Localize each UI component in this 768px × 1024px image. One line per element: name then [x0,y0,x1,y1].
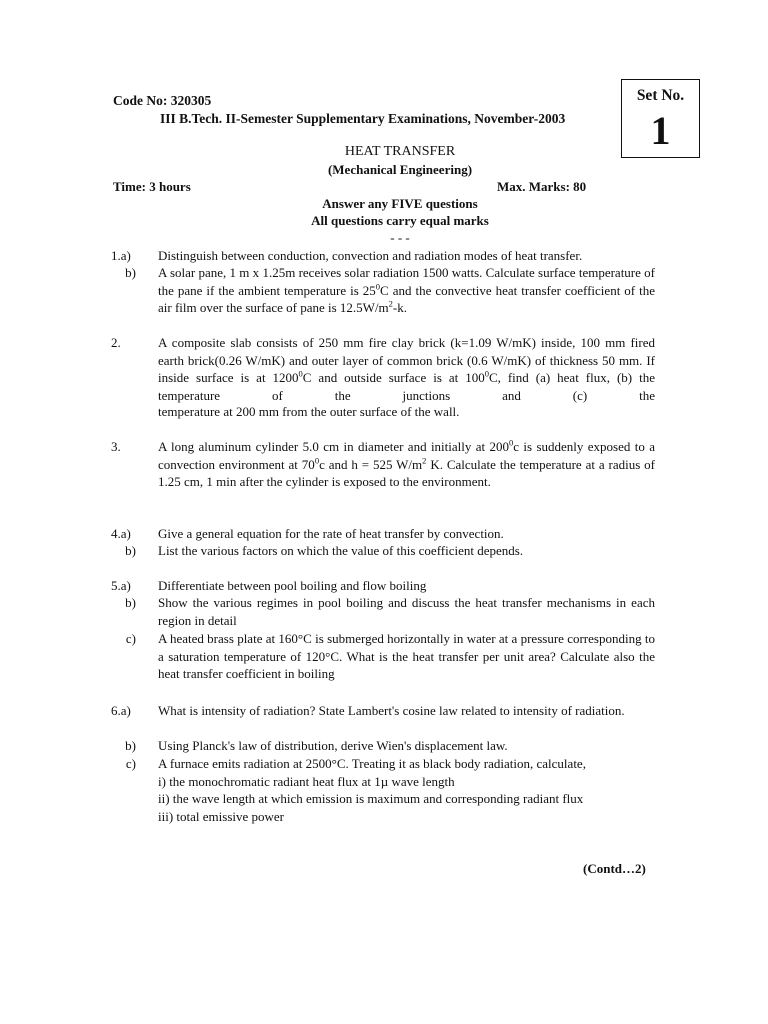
question-6a-text: What is intensity of radiation? State Lambert's cosine law related to intensity of radiation. [158,703,625,718]
question-5b-text: Show the various regimes in pool boiling and discuss the heat transfer mechanisms in each region in detail [158,595,655,628]
question-6c-part-i: i) the monochromatic radiant heat flux at 1µ wave length [158,773,455,789]
code-number: Code No: 320305 [113,93,212,108]
question-3-text: A long aluminum cylinder 5.0 cm in diameter and initially at $200^0c$ is suddenly exposed to a convection environment at $70^0c$ and h = 525 $W/m^2$ K. Calculate the temperature at a radius of 1.25 cm, 1 min after the cylinder is exposed to the environment. [158,437,656,489]
max-marks: Max. Marks: 80 [497,179,587,194]
instruction-equal-marks: All questions carry equal marks [311,213,489,228]
question-6a-number: 6.a) [111,703,131,718]
instruction-answer: Answer any FIVE questions [322,196,478,211]
branch-name: (Mechanical Engineering) [327,162,473,177]
question-6c-number: c) [125,756,136,771]
question-2-text-end: temperature at 200 mm from the outer surface of the wall. [158,404,460,419]
question-5b-number: b) [125,595,136,610]
exam-time: Time: 3 hours [113,179,191,194]
exam-title: III B.Tech. II-Semester Supplementary Examinations, November-2003 [160,111,566,126]
question-1b-text: A solar pane, 1 m x 1.25m receives solar radiation 1500 watts. Calculate surface temperature of the pane if the ambient temperature is $25^0C$ and the convective heat transfer coefficient of the air film over the surface of pane is $12.5W/m^2-k$. [158,265,655,315]
question-6c-part-iii: iii) total emissive power [158,808,285,824]
question-6b-text: Using Planck's law of distribution, derive Wien's displacement law. [158,738,508,753]
continued-note: (Contd…2) [583,861,646,876]
question-5a-number: 5.a) [111,578,131,593]
question-2-text: A composite slab consists of 250 mm fire clay brick (k=1.09 W/mK) inside, 100 mm fired earth brick(0.26 W/mK) and outer layer of common brick (0.6 W/mK) of thickness 50 mm. If inside surface is at 1200$^0$C and outside surface is at $100^0C$, find (a) heat flux, (b) the temperature of the junctions and (c) the [158,335,655,403]
question-5c-number: c) [125,631,136,646]
question-3-number: 3. [111,439,121,454]
question-5c-text: A heated brass plate at 160°C is submerged horizontally in water at a pressure corresponding to a saturation temperature of 120°C. What is the heat transfer per unit area? Calculate also the heat transfer coefficient in boiling [158,631,655,681]
question-1a-text: Distinguish between conduction, convection and radiation modes of heat transfer. [158,248,583,263]
question-4a-number: 4.a) [111,526,131,541]
question-5a-text: Differentiate between pool boiling and flow boiling [158,578,427,593]
question-6c-part-ii: ii) the wave length at which emission is maximum and corresponding radiant flux [158,791,584,806]
question-6c-stem: A furnace emits radiation at 2500°C. Treating it as black body radiation, calculate, [158,756,586,771]
question-4b-number: b) [125,543,136,558]
question-6b-number: b) [125,738,136,753]
set-label: Set No. [636,87,685,104]
question-1b-number: b) [125,265,136,280]
question-4b-text: List the various factors on which the value of this coefficient depends. [158,543,524,558]
separator: - - - [390,230,410,245]
subject-title: HEAT TRANSFER [344,144,456,159]
question-4a-text: Give a general equation for the rate of heat transfer by convection. [158,526,504,541]
set-number: 1 [650,107,671,153]
question-6c-text [158,755,655,825]
question-2-number: 2. [111,335,121,350]
question-1a-number: 1.a) [111,248,131,263]
